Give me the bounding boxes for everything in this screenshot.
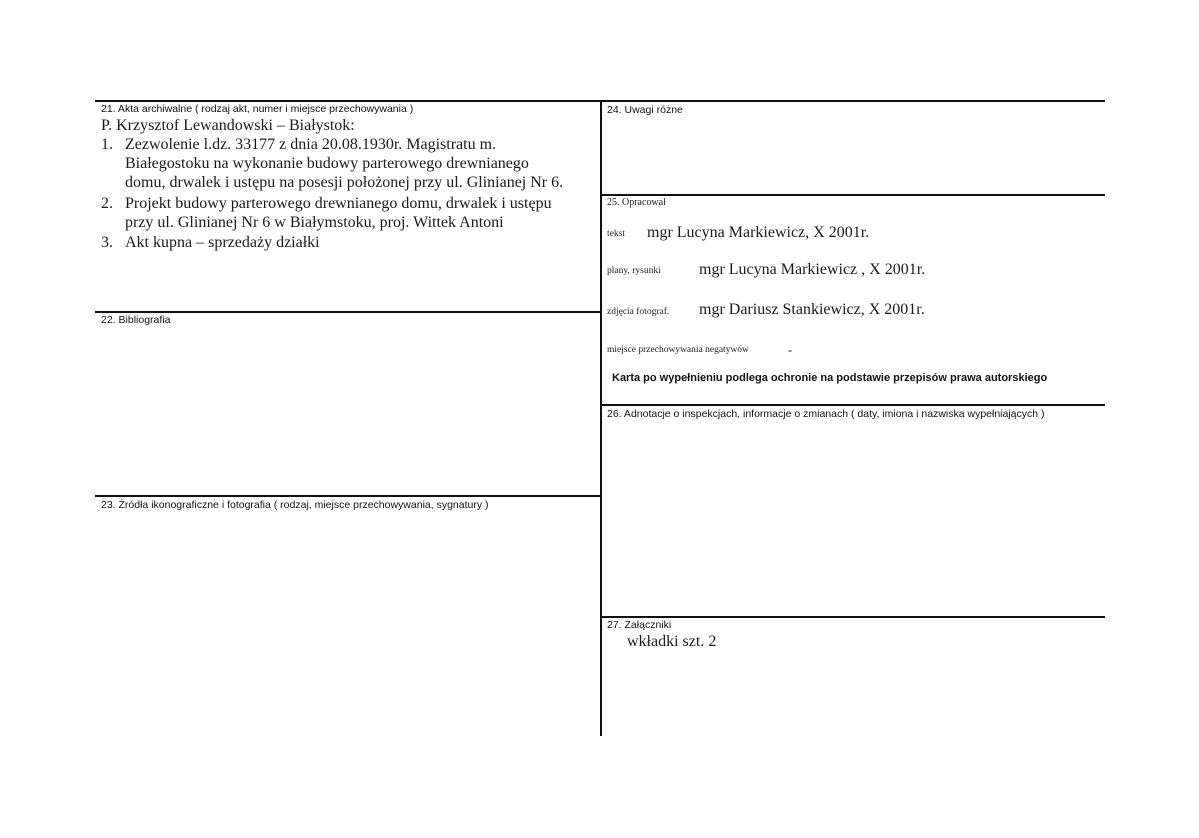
field-25-plany-value: mgr Lucyna Markiewicz , X 2001r.: [699, 261, 926, 278]
field-25-negatywy-label: miejsce przechowywania negatywów: [607, 345, 749, 355]
field-26-label: 26. Adnotacje o inspekcjach, informacje o zmianach ( daty, imiona i nazwiska wypełniających ): [607, 408, 1045, 420]
field-25-negatywy-value: -: [788, 343, 792, 357]
field-21-label: 21. Akta archiwalne ( rodzaj akt, numer i miejsce przechowywania ): [101, 103, 414, 115]
field-25-zdjecia-value: mgr Dariusz Stankiewicz, X 2001r.: [699, 301, 925, 318]
rule-field-25-top: [600, 194, 1105, 196]
field-21-item-1-line-3: domu, drwalek i ustępu na posesji położonej przy ul. Glinianej Nr 6.: [125, 174, 564, 191]
field-25-plany-label: plany, rysunki: [607, 266, 661, 276]
field-21-item-1-number: 1.: [101, 136, 113, 153]
field-21-item-3-number: 3.: [101, 234, 113, 251]
field-23-label: 23. Źródła ikonograficzne i fotografia ( rodzaj, miejsce przechowywania, sygnatury ): [101, 499, 489, 511]
field-21-heading: P. Krzysztof Lewandowski – Białystok:: [101, 117, 355, 134]
field-27-label: 27. Załączniki: [607, 619, 672, 631]
field-21-item-1-line-2: Białegostoku na wykonanie budowy parterowego drewnianego: [125, 155, 529, 172]
field-21-item-2-line-2: przy ul. Glinianej Nr 6 w Białymstoku, proj. Wittek Antoni: [125, 214, 504, 231]
field-21-item-2-line-1: Projekt budowy parterowego drewnianego domu, drwalek i ustępu: [125, 195, 552, 212]
field-21-item-1-line-1: Zezwolenie l.dz. 33177 z dnia 20.08.1930r. Magistratu m.: [125, 136, 497, 153]
field-27-value: wkładki szt. 2: [627, 633, 717, 650]
field-21-item-3-line-1: Akt kupna – sprzedaży działki: [125, 234, 320, 251]
rule-field-26-top: [600, 404, 1105, 406]
field-25-tekst-label: tekst: [607, 229, 625, 239]
field-21-item-2-number: 2.: [101, 195, 113, 212]
field-25-tekst-value: mgr Lucyna Markiewicz, X 2001r.: [647, 224, 870, 241]
rule-field-23-top: [95, 495, 601, 497]
rule-field-27-top: [600, 616, 1105, 618]
field-22-label: 22. Bibliografia: [101, 314, 171, 326]
field-25-zdjecia-label: zdjęcia fotograf.: [607, 307, 670, 317]
copyright-notice: Karta po wypełnieniu podlega ochronie na podstawie przepisów prawa autorskiego: [612, 372, 1048, 384]
rule-field-22-top: [95, 311, 601, 313]
field-25-label: 25. Opracował: [607, 197, 666, 208]
field-24-label: 24. Uwagi różne: [607, 104, 683, 116]
